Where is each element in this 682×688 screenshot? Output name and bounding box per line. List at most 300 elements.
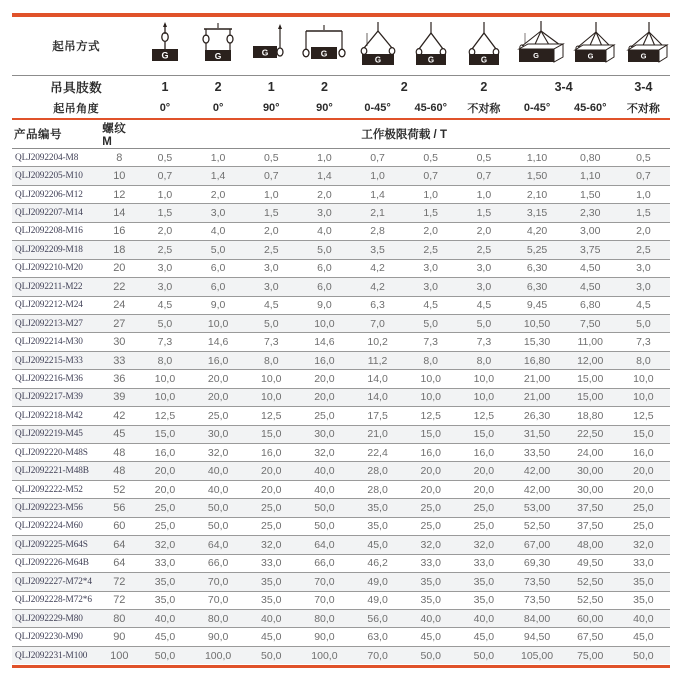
angle-value-2: 90° [262,101,280,114]
load-value-cell: 15,0 [261,428,282,441]
load-value-cell: 73,50 [523,594,551,607]
load-value-cell: 10,0 [207,317,229,330]
load-value-cell: 21,00 [523,391,551,404]
load-value-cell: 12,5 [154,409,176,422]
thread-size-cell: 16 [113,225,126,238]
load-value-cell: 20,0 [207,372,229,385]
product-code-cell: QLJ2092230-M90 [15,632,83,643]
load-value-cell: 1,5 [636,207,651,220]
load-value-cell: 17,5 [367,409,388,422]
load-value-cell: 1,4 [370,188,385,201]
lifting-method-label: 起吊方式 [52,41,101,53]
angle-value-4: 0-45° [364,101,391,114]
load-value-cell: 49,0 [367,575,388,588]
load-value-cell: 8,0 [263,354,279,367]
load-value-cell: 45,0 [633,631,654,644]
load-value-cell: 2,5 [476,243,492,256]
load-value-cell: 1,4 [317,170,332,183]
load-value-cell: 5,0 [476,317,492,330]
table-row [12,149,670,167]
product-code-cell: QLJ2092209-M18 [15,244,83,255]
table-row [12,462,670,480]
thread-size-cell: 90 [113,631,126,644]
load-value-cell: 25,0 [154,502,176,515]
legs-value-1: 2 [214,79,222,94]
load-value-cell: 1,10 [579,170,601,183]
load-value-cell: 15,00 [577,391,604,404]
load-value-cell: 3,0 [317,207,332,220]
load-value-cell: 35,0 [261,575,282,588]
load-value-cell: 90,0 [207,631,229,644]
load-value-cell: 15,00 [577,372,604,385]
load-value-cell: 20,0 [473,465,495,478]
load-value-cell: 2,0 [476,225,492,238]
load-value-cell: 10,0 [261,372,282,385]
load-value-cell: 0,5 [423,151,439,164]
table-row [12,609,670,627]
load-value-cell: 20,0 [473,483,495,496]
load-value-cell: 25,0 [633,520,654,533]
load-value-cell: 12,5 [261,409,282,422]
product-code-cell: QLJ2092215-M33 [15,355,83,366]
load-value-cell: 40,0 [314,483,335,496]
load-value-cell: 32,0 [207,446,229,459]
load-value-cell: 15,0 [473,428,495,441]
load-value-cell: 30,00 [577,465,604,478]
svg-text:G: G [261,46,269,57]
lifting-angle-row [12,97,670,118]
load-value-cell: 40,0 [261,612,282,625]
load-value-cell: 6,3 [370,299,385,312]
load-value-cell: 3,15 [526,207,548,220]
load-value-cell: 7,50 [579,317,601,330]
load-value-cell: 0,5 [263,151,279,164]
load-value-cell: 32,0 [473,538,495,551]
four-leg-box-wide-icon [564,17,617,75]
load-value-cell: 10,0 [420,372,441,385]
load-value-cell: 0,5 [476,151,492,164]
load-value-cell: 32,0 [261,538,282,551]
load-value-cell: 6,80 [579,299,601,312]
load-value-cell: 1,5 [423,207,439,220]
load-value-cell: 35,0 [367,520,388,533]
load-value-cell: 2,5 [157,243,173,256]
load-value-cell: 28,0 [367,465,388,478]
load-value-cell: 66,0 [207,557,229,570]
load-value-cell: 5,0 [263,317,279,330]
load-value-cell: 24,00 [577,446,604,459]
load-value-cell: 0,7 [157,170,173,183]
load-value-cell: 35,0 [367,502,388,515]
load-value-cell: 33,0 [420,557,441,570]
product-code-cell: QLJ2092227-M72*4 [15,576,92,587]
table-row [12,241,670,259]
thread-size-cell: 80 [113,612,126,625]
load-value-cell: 10,0 [261,391,282,404]
load-value-cell: 0,7 [423,170,439,183]
load-value-cell: 10,0 [154,391,176,404]
load-value-cell: 50,0 [207,520,229,533]
load-value-cell: 0,7 [263,170,279,183]
load-value-cell: 6,30 [526,262,548,275]
table-row [12,333,670,351]
load-value-cell: 25,0 [261,502,282,515]
load-value-cell: 48,00 [577,538,604,551]
svg-text:G: G [533,50,540,60]
product-code-cell: QLJ2092226-M64B [15,558,89,569]
svg-text:G: G [480,54,488,64]
load-value-cell: 31,50 [523,428,551,441]
table-row [12,517,670,535]
load-value-cell: 37,50 [577,502,604,515]
angle-value-7: 0-45° [523,101,551,114]
thread-size-cell: 48 [113,446,126,459]
load-value-cell: 2,8 [370,225,385,238]
product-code-cell: QLJ2092225-M64S [15,539,88,550]
load-value-cell: 3,0 [263,262,279,275]
load-value-cell: 25,0 [207,409,229,422]
angle-value-5: 45-60° [414,101,448,114]
load-value-cell: 35,0 [473,575,495,588]
load-value-cell: 26,30 [523,409,551,422]
load-value-cell: 28,0 [367,483,388,496]
product-code-cell: QLJ2092221-M48B [15,466,89,477]
load-value-cell: 25,0 [420,520,441,533]
load-value-cell: 16,0 [420,446,441,459]
table-row [12,407,670,425]
load-value-cell: 64,0 [314,538,335,551]
load-value-cell: 7,3 [157,336,173,349]
thread-size-cell: 12 [113,188,126,201]
product-code-cell: QLJ2092219-M45 [15,429,83,440]
load-value-cell: 2,5 [636,243,651,256]
product-code-cell: QLJ2092205-M10 [15,171,83,182]
load-value-cell: 22,50 [577,428,604,441]
load-value-cell: 40,0 [473,612,495,625]
load-value-cell: 12,00 [577,354,604,367]
horizontal-double-sling-icon [298,17,351,75]
load-value-cell: 25,0 [473,502,495,515]
load-value-cell: 75,00 [577,649,604,662]
table-row [12,222,670,240]
load-value-cell: 4,2 [370,262,385,275]
angle-value-0: 0° [159,101,171,114]
table-row [12,296,670,314]
load-value-cell: 100,0 [204,649,232,662]
load-value-cell: 6,0 [210,280,226,293]
load-value-cell: 46,2 [367,557,388,570]
load-value-cell: 5,0 [317,243,332,256]
load-value-cell: 35,0 [633,575,654,588]
table-row [12,204,670,222]
thread-size-cell: 10 [113,170,126,183]
load-value-cell: 4,5 [263,299,279,312]
load-value-cell: 3,00 [579,225,601,238]
load-value-cell: 14,6 [314,336,335,349]
svg-text:G: G [161,50,169,60]
load-value-cell: 3,0 [423,262,439,275]
load-value-cell: 18,80 [577,409,604,422]
load-value-cell: 2,30 [579,207,601,220]
product-code-cell: QLJ2092222-M52 [15,484,83,495]
load-value-cell: 66,0 [314,557,335,570]
load-capacity-table [12,149,670,664]
load-value-cell: 70,0 [367,649,388,662]
load-value-cell: 10,2 [367,336,388,349]
product-code-cell: QLJ2092210-M20 [15,263,83,274]
four-leg-box-icon [510,17,563,75]
load-value-cell: 12,5 [473,409,495,422]
two-leg-asymmetric-icon [457,17,510,75]
load-value-cell: 11,2 [367,354,388,367]
load-value-cell: 10,0 [314,317,335,330]
thread-size-cell: 39 [113,391,126,404]
horizontal-single-sling-icon [245,17,298,75]
table-row [12,425,670,443]
table-row [12,388,670,406]
load-value-cell: 14,0 [367,372,388,385]
product-code-cell: QLJ2092207-M14 [15,208,83,219]
svg-text:G: G [214,50,222,61]
load-value-cell: 1,4 [210,170,226,183]
load-value-cell: 1,0 [157,188,173,201]
load-value-cell: 35,0 [261,594,282,607]
vertical-double-sling-icon [192,17,245,75]
load-value-cell: 0,7 [636,170,651,183]
load-value-cell: 1,5 [157,207,173,220]
load-value-cell: 14,0 [367,391,388,404]
thread-label: 螺纹 M [102,123,127,148]
thread-size-cell: 72 [113,594,126,607]
header-subtitle-table [12,120,670,148]
load-value-cell: 2,5 [423,243,439,256]
load-value-cell: 52,50 [523,520,551,533]
load-value-cell: 8,0 [423,354,439,367]
load-value-cell: 70,0 [314,575,335,588]
load-value-cell: 70,0 [207,594,229,607]
load-value-cell: 5,25 [526,243,548,256]
load-value-cell: 4,2 [370,280,385,293]
legs-value-6: 2 [480,79,488,94]
load-value-cell: 49,0 [367,594,388,607]
load-value-cell: 0,5 [157,151,173,164]
load-value-cell: 20,0 [261,465,282,478]
load-value-cell: 100,0 [311,649,338,662]
product-code-cell: QLJ2092204-M8 [15,152,79,163]
thread-size-cell: 42 [113,409,126,422]
load-value-cell: 16,0 [261,446,282,459]
load-value-cell: 1,0 [210,151,226,164]
load-value-cell: 3,0 [636,262,651,275]
load-value-cell: 1,10 [526,151,548,164]
svg-text:G: G [587,51,594,60]
load-value-cell: 2,0 [636,225,651,238]
load-value-cell: 2,0 [210,188,226,201]
load-value-cell: 10,0 [420,391,441,404]
load-value-cell: 1,0 [370,170,385,183]
load-value-cell: 7,3 [263,336,279,349]
load-value-cell: 40,0 [420,612,441,625]
load-value-cell: 20,0 [154,465,176,478]
load-value-cell: 16,0 [633,446,654,459]
load-value-cell: 4,5 [476,299,492,312]
load-value-cell: 0,7 [370,151,385,164]
load-value-cell: 35,0 [154,594,176,607]
load-value-cell: 3,75 [579,243,601,256]
product-code-cell: QLJ2092206-M12 [15,189,83,200]
load-value-cell: 16,0 [473,446,495,459]
load-value-cell: 32,0 [420,538,441,551]
load-value-cell: 40,0 [207,465,229,478]
load-value-cell: 2,1 [370,207,385,220]
load-value-cell: 80,0 [314,612,335,625]
load-value-cell: 32,0 [314,446,335,459]
load-value-cell: 42,00 [523,483,551,496]
table-row [12,259,670,277]
product-code-cell: QLJ2092211-M22 [15,281,83,292]
thread-size-cell: 60 [113,520,126,533]
thread-size-cell: 20 [113,262,126,275]
load-value-cell: 70,0 [207,575,229,588]
load-value-cell: 20,0 [154,483,176,496]
product-code-cell: QLJ2092218-M42 [15,410,83,421]
load-value-cell: 50,0 [314,502,335,515]
load-value-cell: 33,0 [633,557,654,570]
thread-size-cell: 27 [113,317,126,330]
thread-size-cell: 72 [113,575,126,588]
product-code-cell: QLJ2092217-M39 [15,392,83,403]
load-value-cell: 10,0 [473,372,495,385]
load-value-cell: 33,0 [261,557,282,570]
load-value-cell: 4,20 [526,225,548,238]
load-value-cell: 25,0 [633,502,654,515]
thread-size-cell: 45 [113,428,126,441]
load-value-cell: 6,30 [526,280,548,293]
load-value-cell: 33,0 [154,557,176,570]
product-code-cell: QLJ2092223-M56 [15,503,83,514]
working-load-limit-label: 工作极限荷载 / T [361,129,447,141]
thread-size-cell: 36 [113,372,126,385]
load-value-cell: 21,00 [523,372,551,385]
load-value-cell: 12,5 [633,409,654,422]
load-value-cell: 63,0 [367,631,388,644]
load-value-cell: 20,0 [633,465,654,478]
load-value-cell: 3,0 [210,207,226,220]
load-value-cell: 12,5 [420,409,441,422]
load-value-cell: 45,0 [473,631,495,644]
load-value-cell: 3,0 [263,280,279,293]
load-value-cell: 50,0 [420,649,441,662]
load-value-cell: 8,0 [636,354,651,367]
product-code-cell: QLJ2092213-M27 [15,318,83,329]
load-value-cell: 45,0 [367,538,388,551]
product-code-cell: QLJ2092228-M72*6 [15,595,92,606]
table-row [12,591,670,609]
load-value-cell: 94,50 [523,631,551,644]
four-leg-box-asymmetric-icon [617,17,670,75]
product-code-label: 产品编号 [14,129,62,141]
load-value-cell: 35,0 [154,575,176,588]
angle-value-3: 90° [316,101,333,114]
legs-value-2: 1 [267,79,275,94]
load-value-cell: 50,0 [633,649,654,662]
product-code-cell: QLJ2092216-M36 [15,373,83,384]
load-value-cell: 40,0 [154,612,176,625]
load-value-cell: 4,0 [317,225,332,238]
load-value-cell: 21,0 [367,428,388,441]
table-row [12,573,670,591]
load-value-cell: 50,0 [473,649,495,662]
load-value-cell: 0,5 [636,151,651,164]
legs-value-9: 3-4 [634,79,653,94]
load-value-cell: 22,4 [367,446,388,459]
load-value-cell: 25,0 [154,520,176,533]
load-value-cell: 4,50 [579,280,601,293]
load-value-cell: 50,0 [154,649,176,662]
load-value-cell: 105,00 [520,649,554,662]
load-value-cell: 9,0 [317,299,332,312]
load-value-cell: 60,00 [577,612,604,625]
thread-size-cell: 33 [113,354,126,367]
load-value-cell: 3,0 [636,280,651,293]
load-value-cell: 5,0 [423,317,439,330]
legs-value-4: 2 [400,79,408,94]
lifting-angle-label: 起吊角度 [53,102,100,115]
vertical-single-sling-icon [138,17,191,75]
load-value-cell: 5,0 [157,317,173,330]
load-value-cell: 32,0 [633,538,654,551]
table-row [12,370,670,388]
load-value-cell: 20,0 [420,465,441,478]
load-value-cell: 49,50 [577,557,604,570]
load-value-cell: 33,0 [473,557,495,570]
table-row [12,444,670,462]
angle-value-6: 不对称 [467,102,501,115]
load-value-cell: 56,0 [367,612,388,625]
product-code-cell: QLJ2092208-M16 [15,226,83,237]
load-value-cell: 30,0 [314,428,335,441]
load-value-cell: 64,0 [207,538,229,551]
load-value-cell: 4,5 [157,299,173,312]
table-row [12,628,670,646]
load-value-cell: 16,0 [314,354,335,367]
load-value-cell: 20,0 [420,483,441,496]
subtitle-row [12,120,670,148]
angle-value-1: 0° [212,101,224,114]
thread-size-cell: 18 [113,243,126,256]
load-value-cell: 40,0 [633,612,654,625]
product-code-cell: QLJ2092212-M24 [15,300,83,311]
product-code-cell: QLJ2092220-M48S [15,447,88,458]
load-value-cell: 6,0 [317,280,332,293]
table-row [12,536,670,554]
load-value-cell: 1,0 [636,188,651,201]
table-row [12,499,670,517]
load-value-cell: 40,0 [207,483,229,496]
load-value-cell: 73,50 [523,575,551,588]
load-value-cell: 35,0 [420,594,441,607]
two-leg-sling-wide-icon [404,17,457,75]
legs-value-0: 1 [161,79,169,94]
load-value-cell: 35,0 [473,594,495,607]
header-legs-table [12,76,670,118]
product-code-cell: QLJ2092231-M100 [15,650,88,661]
thread-size-cell: 14 [113,207,126,220]
load-value-cell: 20,0 [314,372,335,385]
load-value-cell: 2,0 [263,225,279,238]
table-row [12,167,670,185]
load-value-cell: 3,0 [423,280,439,293]
